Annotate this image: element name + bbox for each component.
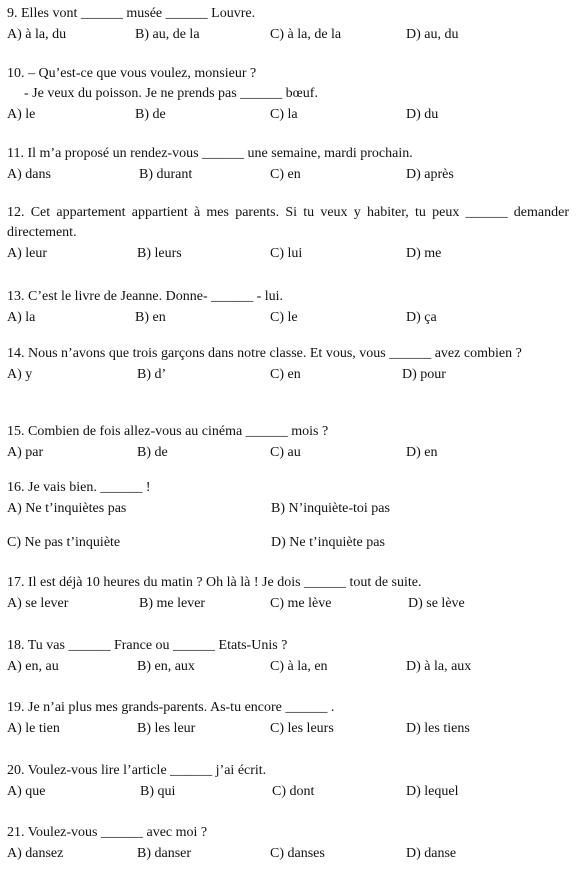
question-stem: 15. Combien de fois allez-vous au cinéma ______ mois ? (7, 424, 329, 439)
option-b[interactable]: B) au, de la (135, 27, 200, 42)
option-c[interactable]: C) en (270, 367, 301, 382)
option-c[interactable]: C) à la, en (270, 659, 328, 674)
option-d[interactable]: D) Ne t’inquiète pas (271, 535, 385, 550)
option-d[interactable]: D) après (406, 167, 454, 182)
option-d[interactable]: D) à la, aux (406, 659, 472, 674)
option-b[interactable]: B) d’ (137, 367, 167, 382)
answer-options (7, 657, 569, 677)
option-b[interactable]: B) me lever (139, 596, 206, 611)
question-11 (7, 144, 569, 185)
question-stem: 14. Nous n’avons que trois garçons dans notre classe. Et vous, vous ______ avez combien ? (7, 346, 522, 361)
answer-options (7, 308, 569, 328)
answer-options (7, 25, 569, 45)
answer-options (7, 499, 569, 555)
question-stem: 20. Voulez-vous lire l’article ______ j’ai écrit. (7, 763, 267, 778)
question-17 (7, 573, 569, 614)
option-a[interactable]: A) en, au (7, 659, 59, 674)
option-d[interactable]: D) en (406, 445, 438, 460)
answer-options (7, 365, 569, 385)
option-a[interactable]: A) à la, du (7, 27, 67, 42)
option-d[interactable]: D) danse (406, 846, 457, 861)
option-a[interactable]: A) dansez (7, 846, 64, 861)
question-15 (7, 422, 569, 463)
question-stem: 19. Je n’ai plus mes grands-parents. As-tu encore ______ . (7, 700, 335, 715)
answer-options (7, 594, 569, 614)
question-14 (7, 344, 569, 385)
option-c[interactable]: C) la (270, 107, 298, 122)
option-c[interactable]: C) à la, de la (270, 27, 342, 42)
option-c[interactable]: C) me lève (270, 596, 332, 611)
question-stem: 18. Tu vas ______ France ou ______ Etats-Unis ? (7, 638, 288, 653)
question-stem: 16. Je vais bien. ______ ! (7, 480, 151, 495)
question-13 (7, 287, 569, 328)
option-a[interactable]: A) dans (7, 167, 51, 182)
option-b[interactable]: B) qui (140, 784, 176, 799)
answer-options (7, 719, 569, 739)
option-c[interactable]: C) en (270, 167, 301, 182)
option-d[interactable]: D) pour (402, 367, 446, 382)
question-stem: 9. Elles vont ______ musée ______ Louvre. (7, 6, 256, 21)
question-stem: 21. Voulez-vous ______ avec moi ? (7, 825, 208, 840)
option-a[interactable]: A) se lever (7, 596, 69, 611)
option-b[interactable]: B) en (135, 310, 166, 325)
option-a[interactable]: A) leur (7, 246, 48, 261)
answer-options (7, 844, 569, 864)
option-d[interactable]: D) au, du (406, 27, 459, 42)
question-stem: 11. Il m’a proposé un rendez-vous ______ une semaine, mardi prochain. (7, 146, 413, 161)
option-b[interactable]: B) les leur (137, 721, 196, 736)
option-d[interactable]: D) du (406, 107, 439, 122)
answer-options (7, 443, 569, 463)
question-20 (7, 761, 569, 802)
option-d[interactable]: D) me (406, 246, 442, 261)
answer-options (7, 105, 569, 125)
question-stem: 12. Cet appartement appartient à mes parents. Si tu veux y habiter, tu peux ______ demander directement. (7, 205, 569, 240)
option-d[interactable]: D) lequel (406, 784, 459, 799)
option-c[interactable]: C) le (270, 310, 298, 325)
question-12 (7, 203, 569, 264)
option-c[interactable]: C) Ne pas t’inquiète (7, 535, 121, 550)
question-21 (7, 823, 569, 864)
option-b[interactable]: B) en, aux (137, 659, 195, 674)
option-c[interactable]: C) dont (272, 784, 315, 799)
question-stem: 10. – Qu’est-ce que vous voulez, monsieur ? (7, 66, 257, 81)
option-b[interactable]: B) de (137, 445, 168, 460)
option-a[interactable]: A) par (7, 445, 44, 460)
option-b[interactable]: B) durant (139, 167, 193, 182)
question-18 (7, 636, 569, 677)
option-a[interactable]: A) le tien (7, 721, 60, 736)
answer-options (7, 244, 569, 264)
option-a[interactable]: A) que (7, 784, 46, 799)
answer-options (7, 165, 569, 185)
option-c[interactable]: C) au (270, 445, 301, 460)
option-a[interactable]: A) la (7, 310, 36, 325)
option-b[interactable]: B) danser (137, 846, 192, 861)
question-stem-reply: - Je veux du poisson. Je ne prends pas ______ bœuf. (24, 86, 318, 101)
option-d[interactable]: D) ça (406, 310, 437, 325)
option-d[interactable]: D) les tiens (406, 721, 470, 736)
option-c[interactable]: C) les leurs (270, 721, 334, 736)
option-a[interactable]: A) Ne t’inquiètes pas (7, 501, 127, 516)
option-b[interactable]: B) N’inquiète-toi pas (271, 501, 390, 516)
question-9 (7, 4, 569, 45)
option-b[interactable]: B) leurs (137, 246, 182, 261)
option-a[interactable]: A) y (7, 367, 33, 382)
option-c[interactable]: C) danses (270, 846, 325, 861)
option-d[interactable]: D) se lève (408, 596, 465, 611)
question-stem: 13. C’est le livre de Jeanne. Donne- ______ - lui. (7, 289, 284, 304)
question-16 (7, 478, 569, 555)
question-19 (7, 698, 569, 739)
question-stem: 17. Il est déjà 10 heures du matin ? Oh là là ! Je dois ______ tout de suite. (7, 575, 422, 590)
option-c[interactable]: C) lui (270, 246, 303, 261)
answer-options (7, 782, 569, 802)
question-10 (7, 64, 569, 125)
option-a[interactable]: A) le (7, 107, 36, 122)
option-b[interactable]: B) de (135, 107, 166, 122)
